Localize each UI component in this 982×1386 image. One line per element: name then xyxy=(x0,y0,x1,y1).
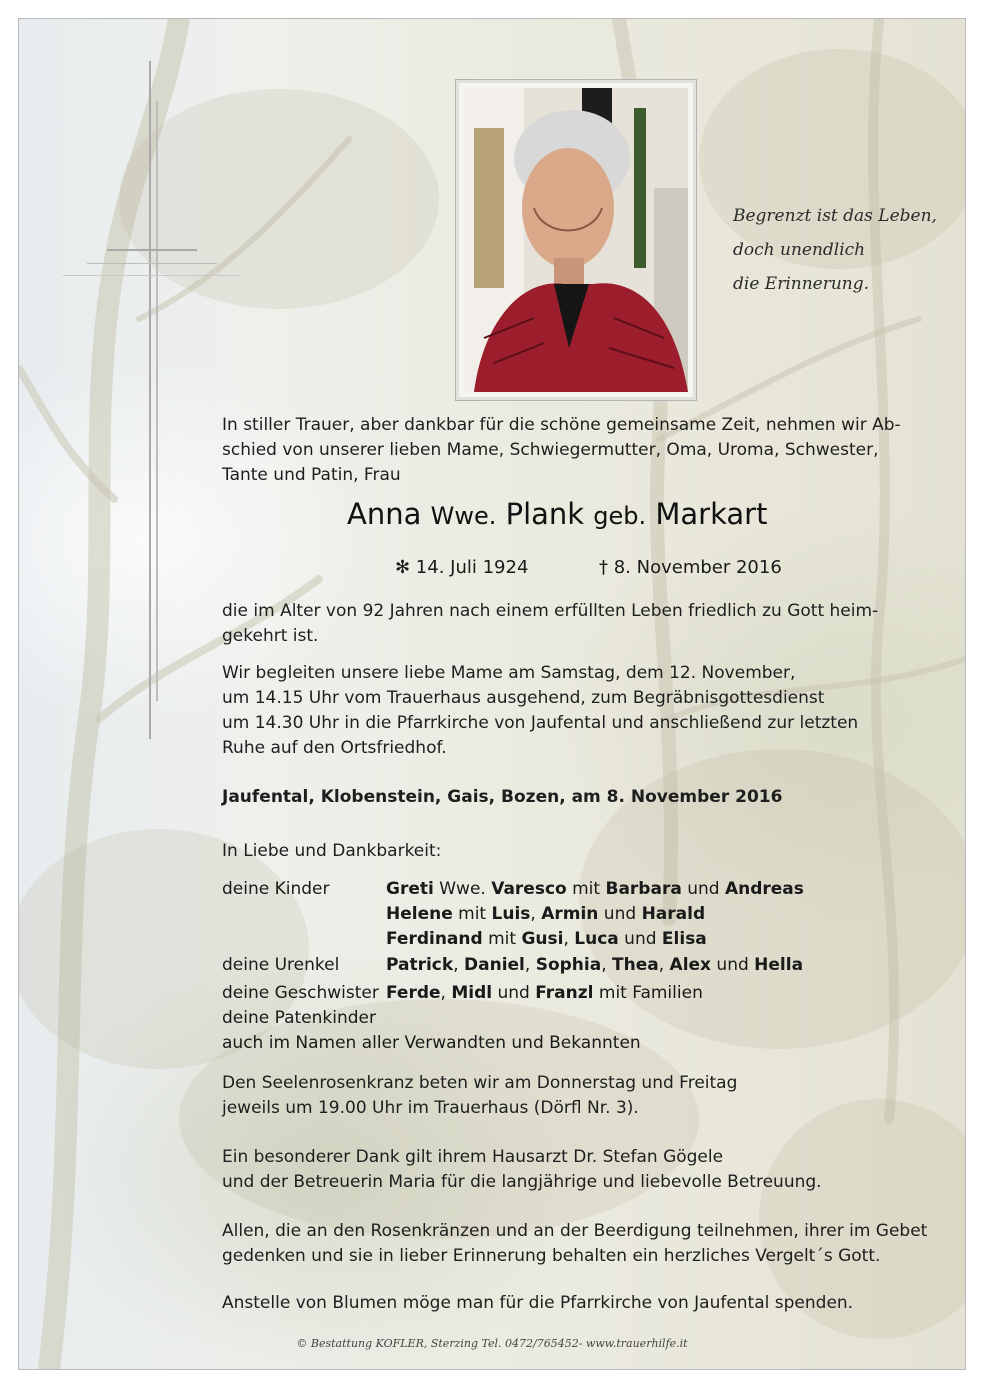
memorial-quote xyxy=(733,199,963,301)
mourner-connector: und xyxy=(681,879,725,899)
mourner-connector: und xyxy=(598,904,642,924)
mourner-connector: Wwe. xyxy=(433,879,492,899)
mourner-name: Thea xyxy=(612,955,659,975)
deceased-name xyxy=(347,497,767,531)
mourners-kinder-row xyxy=(222,902,705,927)
mourners-kinder-row xyxy=(222,927,707,952)
thanks-line: Ein besonderer Dank gilt ihrem Hausarzt Dr. Stefan Gögele xyxy=(222,1147,724,1167)
last-name: Plank xyxy=(505,497,585,531)
rosary-paragraph xyxy=(222,1071,942,1121)
quote-line: Begrenzt ist das Leben, xyxy=(733,206,937,226)
mourner-connector: , xyxy=(601,955,613,975)
all-paragraph xyxy=(222,1219,942,1269)
mourner-connector: mit xyxy=(482,929,522,949)
mourner-name: Harald xyxy=(641,904,706,924)
mourner-name: Luca xyxy=(574,929,619,949)
mourner-name: Ferdinand xyxy=(386,929,483,949)
mourner-connector: , xyxy=(453,955,465,975)
all-line: Allen, die an den Rosenkränzen und an der Beerdigung teilnehmen, ihrer im Gebet xyxy=(222,1221,928,1241)
memorial-cross-horizontal xyxy=(107,249,197,251)
quote-line: doch unendlich xyxy=(733,240,866,260)
mourner-name: Barbara xyxy=(605,879,682,899)
thanks-line: und der Betreuerin Maria für die langjährige und liebevolle Betreuung. xyxy=(222,1172,822,1192)
funeral-line: Ruhe auf den Ortsfriedhof. xyxy=(222,738,447,758)
funeral-paragraph xyxy=(222,661,942,761)
mourner-name: Helene xyxy=(386,904,453,924)
mourner-connector: mit Familien xyxy=(593,983,703,1003)
age-line: gekehrt ist. xyxy=(222,626,319,646)
memorial-cross-vertical xyxy=(149,61,151,739)
age-paragraph xyxy=(222,599,942,649)
mourner-connector: , xyxy=(440,983,452,1003)
footer-credit: © Bestattung KOFLER, Sterzing Tel. 0472/765452- www.trauerhilfe.it xyxy=(296,1337,688,1350)
all-line: gedenken und sie in lieber Erinnerung behalten ein herzliches Vergelt´s Gott. xyxy=(222,1246,881,1266)
geschwister-label: deine Geschwister xyxy=(222,983,379,1003)
mourner-name: Luis xyxy=(491,904,531,924)
mourner-connector: und xyxy=(618,929,662,949)
mourner-name: Ferde xyxy=(386,983,441,1003)
thanks-paragraph xyxy=(222,1145,942,1195)
mourner-name: Gusi xyxy=(521,929,564,949)
mourner-name: Midl xyxy=(451,983,493,1003)
mourner-name: Hella xyxy=(754,955,804,975)
rosary-line: jeweils um 19.00 Uhr im Trauerhaus (Dörfl Nr. 3). xyxy=(222,1098,639,1118)
patenkinder-line: deine Patenkinder xyxy=(222,1008,376,1028)
mourners-intro: In Liebe und Dankbarkeit: xyxy=(222,841,442,861)
urenkel-label: deine Urenkel xyxy=(222,955,340,975)
memorial-cross-vertical-shadow xyxy=(156,101,158,701)
mourner-name: Patrick xyxy=(386,955,454,975)
mourner-connector: , xyxy=(563,929,575,949)
memorial-cross-horizontal-shadow xyxy=(87,263,217,264)
mourner-connector: , xyxy=(524,955,536,975)
mourner-connector: , xyxy=(658,955,670,975)
mourner-name: Varesco xyxy=(491,879,567,899)
place-date: Jaufental, Klobenstein, Gais, Bozen, am 8. November 2016 xyxy=(222,787,783,807)
mourners-geschwister-row xyxy=(222,981,703,1006)
widow-label: Wwe. xyxy=(430,502,497,530)
verwandte-line: auch im Namen aller Verwandten und Bekannten xyxy=(222,1033,641,1053)
mourners-kinder-row xyxy=(222,877,804,902)
obituary-card xyxy=(18,18,966,1370)
born-prefix: geb. xyxy=(593,502,647,530)
maiden-name: Markart xyxy=(655,497,768,531)
mourner-connector: mit xyxy=(566,879,606,899)
mourner-name: Andreas xyxy=(724,879,804,899)
mourner-connector: , xyxy=(530,904,542,924)
first-name: Anna xyxy=(347,497,422,531)
portrait-frame xyxy=(455,79,697,401)
mourner-name: Franzl xyxy=(535,983,594,1003)
intro-line: schied von unserer lieben Mame, Schwiegermutter, Oma, Uroma, Schwester, xyxy=(222,440,879,460)
mourner-connector: und xyxy=(711,955,755,975)
rosary-line: Den Seelenrosenkranz beten wir am Donnerstag und Freitag xyxy=(222,1073,738,1093)
memorial-cross-horizontal-line xyxy=(63,275,239,276)
mourner-name: Sophia xyxy=(535,955,602,975)
intro-line: In stiller Trauer, aber dankbar für die schöne gemeinsame Zeit, nehmen wir Ab- xyxy=(222,415,901,435)
quote-line: die Erinnerung. xyxy=(733,274,870,294)
mourner-name: Elisa xyxy=(661,929,707,949)
kinder-label: deine Kinder xyxy=(222,879,330,899)
portrait-photo xyxy=(464,88,688,392)
mourner-name: Greti xyxy=(386,879,434,899)
mourners-urenkel-row xyxy=(222,953,803,978)
mourner-connector: mit xyxy=(452,904,492,924)
funeral-line: um 14.30 Uhr in die Pfarrkirche von Jaufental und anschließend zur letzten xyxy=(222,713,859,733)
mourner-name: Armin xyxy=(541,904,599,924)
birth-date: ✻ 14. Juli 1924 xyxy=(395,557,529,578)
age-line: die im Alter von 92 Jahren nach einem erfüllten Leben friedlich zu Gott heim- xyxy=(222,601,879,621)
intro-line: Tante und Patin, Frau xyxy=(222,465,401,485)
flowers-note: Anstelle von Blumen möge man für die Pfarrkirche von Jaufental spenden. xyxy=(222,1293,854,1313)
mourner-name: Daniel xyxy=(464,955,525,975)
mourner-connector: und xyxy=(492,983,536,1003)
intro-paragraph xyxy=(222,413,942,488)
funeral-line: um 14.15 Uhr vom Trauerhaus ausgehend, zum Begräbnisgottesdienst xyxy=(222,688,825,708)
funeral-line: Wir begleiten unsere liebe Mame am Samstag, dem 12. November, xyxy=(222,663,796,683)
mourner-name: Alex xyxy=(669,955,712,975)
death-date: † 8. November 2016 xyxy=(599,557,782,578)
